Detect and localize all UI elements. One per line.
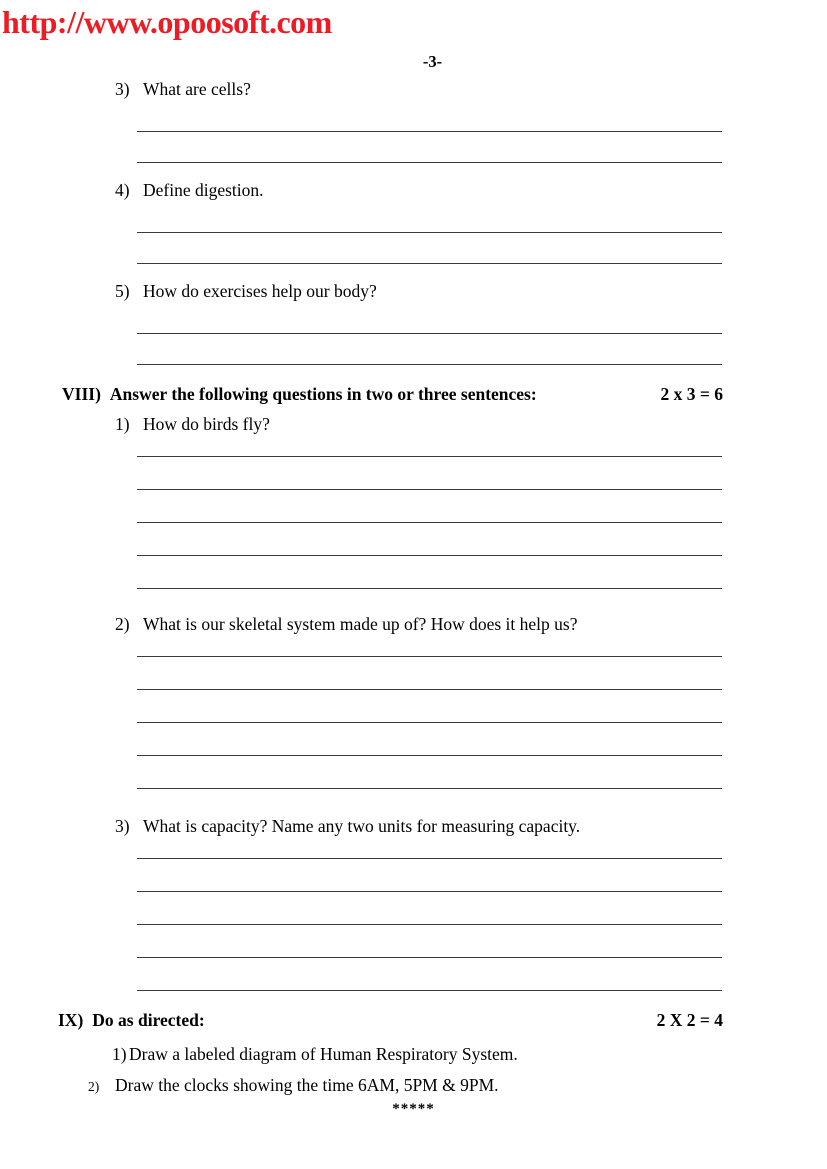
end-of-paper-marks: ***** [392,1101,435,1117]
page-number: -3- [422,52,443,71]
question-number: 4) [115,180,130,200]
answer-line [137,657,722,690]
answer-line [137,233,722,264]
question-text: Draw the clocks showing the time 6AM, 5PM & 9PM. [115,1075,499,1095]
section-viii-header [62,383,723,405]
answer-line [137,100,722,132]
question-text: What is capacity? Name any two units for measuring capacity. [143,816,581,836]
answer-line [137,958,722,991]
question-text: What are cells? [143,79,251,99]
question-number: 3) [115,816,130,836]
question-number: 2) [88,1079,100,1094]
answer-line [137,457,722,490]
question-row [115,413,827,435]
section-label: IX) [58,1010,84,1030]
answer-line [137,635,722,657]
section-marks: 2 x 3 = 6 [660,384,723,404]
section-label: VIII) [62,384,101,404]
question-text: Draw a labeled diagram of Human Respiratory System. [129,1044,518,1064]
question-text: Define digestion. [143,180,264,200]
question-number: 3) [115,79,130,99]
question-row [88,1074,827,1098]
question-number: 5) [115,281,130,301]
section-title: Do as directed: [92,1010,205,1030]
question-number: 1) [115,414,130,434]
answer-line [137,690,722,723]
page-content [0,78,827,1118]
answer-line [137,892,722,925]
question-row [115,815,827,837]
answer-line [137,723,722,756]
answer-line [137,201,722,233]
answer-line [137,490,722,523]
answer-line [137,925,722,958]
answer-lines [137,435,722,589]
answer-lines [137,201,722,264]
answer-line [137,556,722,589]
question-row [115,78,827,100]
question-row [115,179,827,201]
question-number: 2) [115,614,130,634]
question-row [115,280,827,302]
answer-lines [137,100,722,163]
question-row [115,613,827,635]
question-number: 1) [112,1044,127,1064]
answer-line [137,334,722,365]
answer-line [137,435,722,457]
answer-lines [137,837,722,991]
section-marks: 2 X 2 = 4 [656,1010,723,1030]
question-text: What is our skeletal system made up of? How does it help us? [143,614,578,634]
question-text: How do birds fly? [143,414,270,434]
section-ix-header [58,1009,723,1031]
question-text: How do exercises help our body? [143,281,377,301]
answer-lines [137,302,722,365]
watermark-url: http://www.opoosoft.com [2,4,332,40]
answer-line [137,756,722,789]
section-title: Answer the following questions in two or three sentences: [109,384,537,404]
answer-line [137,132,722,163]
question-row [112,1043,827,1065]
answer-line [137,859,722,892]
answer-lines [137,635,722,789]
answer-line [137,837,722,859]
answer-line [137,302,722,334]
answer-line [137,523,722,556]
